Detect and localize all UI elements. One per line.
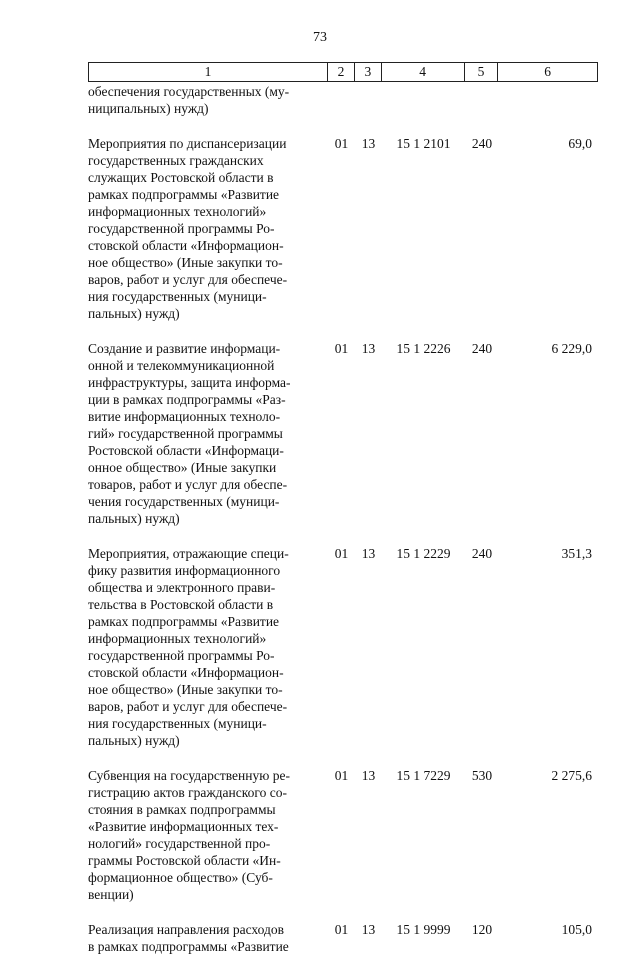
row-description: Создание и развитие информаци- онной и телекоммуникационной инфраструктуры, защита информа- ции в рамках подпрограммы «Раз- витие информационных техноло- гий» государственной программы Ростовской области «Информаци- онное общество» (Иные закупки товаров, работ и услуг для обеспе- чения государственных (муници- пальных) нужд) [88,341,291,526]
row-section: 01 [334,546,349,561]
table-body [88,83,598,973]
table-header [88,62,598,82]
row-amount: 69,0 [568,136,592,151]
row-description: Мероприятия по диспансеризации государственных гражданских служащих Ростовской области в рамках подпрограммы «Развитие информационных технологий» государственной программы Ро- стовской области «Информацион- ное общество» (Иные закупки то- варов, работ и услуг для обеспече- ния государственных (муници- пальных) нужд) [88,136,288,321]
header-col-5: 5 [465,63,499,81]
row-description: обеспечения государственных (му- ниципальных) нужд) [88,84,290,116]
row-subsection: 13 [361,546,376,561]
row-description: Мероприятия, отражающие специ- фику развития информационного общества и электронного прави- тельства в Ростовской области в рамках подпрограммы «Развитие информационных технологий» государственной программы Ро- стовской области «Информацион- ное общество» (Иные закупки то- варов, работ и услуг для обеспече- ния государственных (муници- пальных) нужд) [88,546,289,748]
header-col-1: 1 [89,63,328,81]
header-col-4: 4 [382,63,465,81]
row-target-code [382,83,465,117]
row-section: 01 [334,136,349,151]
table-row [88,135,598,322]
row-amount [499,83,598,117]
header-col-6: 6 [544,64,552,79]
row-target-code: 15 1 2229 [396,546,451,561]
row-expense-type: 240 [471,341,493,356]
row-subsection: 13 [361,341,376,356]
row-description: Реализация направления расходов в рамках подпрограммы «Развитие [88,922,289,954]
row-expense-type: 120 [471,922,493,937]
row-expense-type [465,83,499,117]
table-row [88,340,598,527]
row-subsection [355,83,382,117]
header-col-2: 2 [328,63,355,81]
row-amount: 351,3 [561,546,592,561]
table-row [88,921,598,955]
row-target-code: 15 1 7229 [396,768,451,783]
row-amount: 105,0 [561,922,592,937]
row-target-code: 15 1 9999 [396,922,451,937]
table-row [88,767,598,903]
row-amount: 2 275,6 [551,768,592,783]
row-amount: 6 229,0 [551,341,592,356]
row-target-code: 15 1 2101 [396,136,451,151]
row-subsection: 13 [361,768,376,783]
row-subsection: 13 [361,136,376,151]
row-section: 01 [334,768,349,783]
row-section: 01 [334,922,349,937]
row-section: 01 [334,341,349,356]
row-expense-type: 240 [471,546,493,561]
row-subsection: 13 [361,922,376,937]
table-row [88,83,598,117]
row-target-code: 15 1 2226 [396,341,451,356]
table-row [88,545,598,749]
page-number: 73 [313,30,327,45]
row-expense-type: 530 [471,768,493,783]
row-expense-type: 240 [471,136,493,151]
row-description: Субвенция на государственную ре- гистрацию актов гражданского со- стояния в рамках подпрограммы «Развитие информационных тех- нологий» государственной про- граммы Ростовской области «Ин- формационное общество» (Суб- венции) [88,768,290,902]
row-section [328,83,355,117]
header-col-3: 3 [355,63,382,81]
